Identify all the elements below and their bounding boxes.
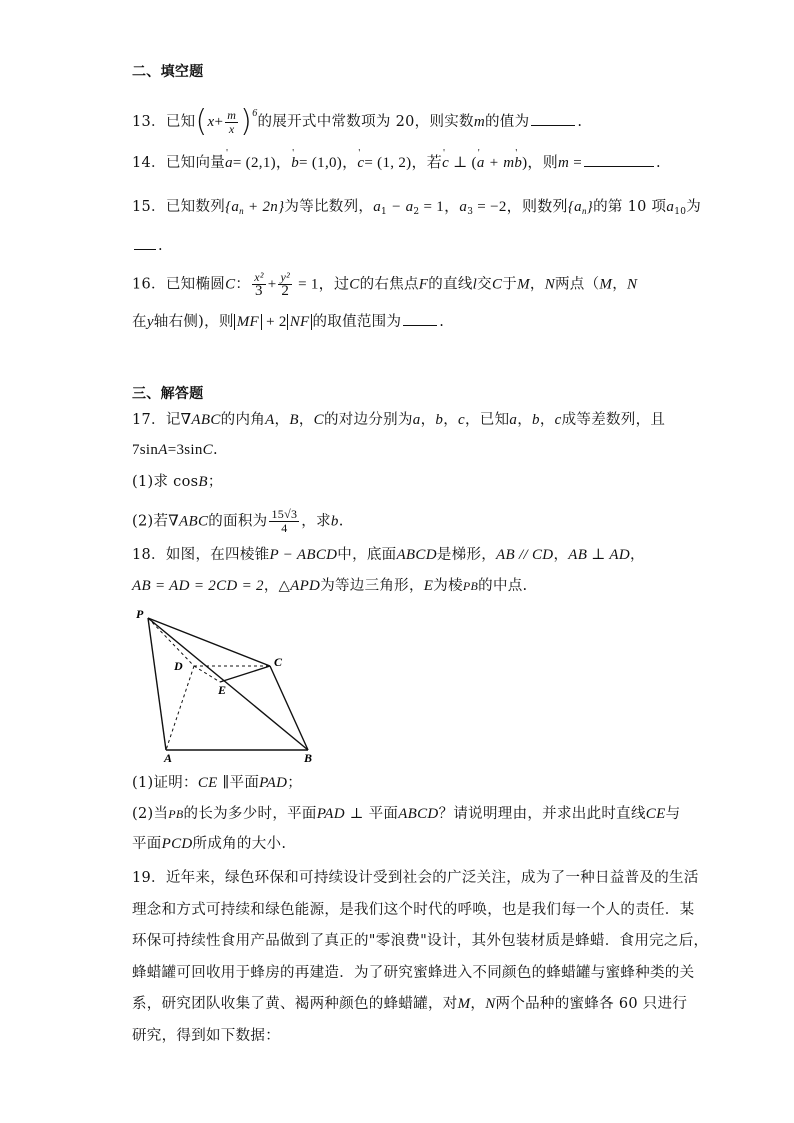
q18-c2: ，: [630, 547, 645, 563]
q16-N: N: [544, 276, 555, 293]
q17-line1a: 17．记: [132, 412, 181, 428]
question-18: [132, 545, 645, 565]
q17-C: C: [313, 412, 324, 428]
q18-p2b: 的长为多少时，平面: [183, 806, 317, 822]
section-heading-fill-in: 二、填空题: [132, 64, 204, 80]
q16-frac1-num: x²: [254, 270, 264, 284]
q18-line1c: 是梯形，: [436, 547, 497, 563]
q17-line1c: 的对边分别为: [323, 412, 413, 428]
q17-p2a: (2)若: [132, 513, 169, 530]
q18-p2ABCD: ABCD: [398, 806, 439, 822]
q15-text2: 的第 10 项: [593, 199, 667, 215]
edge-PA: [148, 618, 166, 750]
q17-A2: A: [158, 442, 168, 458]
q17-p1B: B: [198, 474, 208, 490]
question-16: [132, 271, 637, 298]
q18-p2PAD: PAD: [316, 806, 345, 822]
q16-text4: 于: [502, 276, 518, 293]
q16-plus2: + 2: [262, 314, 287, 330]
q14-var-m: m: [558, 155, 570, 171]
q18-line1a: 18．如图，在四棱锥: [132, 547, 270, 563]
q14-vec-a: ' a: [225, 153, 233, 173]
q17-a2: a: [509, 412, 518, 428]
question-17-line2: [132, 440, 218, 460]
q18-p1c: ；: [287, 775, 303, 791]
question-18-part2: [132, 804, 680, 824]
q18-line2b: ，△: [263, 578, 291, 594]
edge-DA-dashed: [166, 666, 194, 750]
q13-text: 的展开式中常数项为 20，则实数: [257, 114, 474, 130]
q13-right-paren: ): [240, 104, 253, 139]
q18-perp: AB ⊥ AD: [568, 547, 631, 563]
edge-PB: [148, 618, 308, 750]
q17-b2: b: [532, 412, 540, 428]
q17-area-fraction: [269, 508, 299, 535]
q17-c2-var: c: [554, 412, 562, 428]
q17-line1b: 的内角: [220, 412, 266, 428]
q16-N2: N: [627, 276, 638, 293]
q16-comma2: ，: [612, 276, 628, 293]
label-A: A: [164, 751, 173, 764]
q13-frac-num: m: [227, 107, 237, 122]
q16-number: 16．已知椭圆: [132, 276, 226, 293]
q18-E: E: [423, 578, 434, 594]
edge-PC: [148, 618, 270, 666]
q15-text1: 为等比数列，: [284, 199, 374, 215]
q17-c2: ，: [298, 412, 314, 428]
q16-frac2: [278, 271, 292, 298]
label-E: E: [218, 683, 227, 697]
q18-line2e: 的中点.: [478, 578, 528, 594]
q13-var-x: x: [207, 114, 215, 130]
q16-C3: C: [491, 276, 503, 293]
q17-triangle: ∇ABC: [180, 412, 221, 428]
q14-b-value: = (1,0)，: [299, 155, 358, 171]
q16-comma: ，: [529, 276, 545, 293]
q15-cond1: a: [373, 199, 382, 215]
q14-number: 14．已知向量: [132, 155, 226, 171]
question-18-part2-line2: [132, 834, 286, 854]
q17-A: A: [265, 412, 275, 428]
question-19-line5: [132, 994, 687, 1014]
q13-end: .: [577, 114, 583, 130]
q13-fraction: [225, 109, 238, 136]
q17-p2b: 的面积为: [208, 513, 268, 530]
q18-p2PCD: PCD: [161, 836, 193, 852]
q15-cond1-sub2: 2: [413, 207, 420, 217]
q18-p2g: 所成角的大小.: [192, 836, 287, 852]
q18-p2e: 与: [665, 806, 681, 822]
q17-c6: ，: [539, 412, 555, 428]
q19-l5c: 两个品种的蜜蜂各 60 只进行: [495, 996, 688, 1012]
q18-line2d: 为棱: [433, 578, 463, 594]
question-18-line2: [132, 576, 527, 596]
q13-tail: 的值为: [485, 114, 530, 130]
q19-l5b: ，: [470, 996, 486, 1012]
q14-vec-b2: ' b: [514, 153, 522, 173]
q18-p1a: (1)证明：: [132, 775, 198, 791]
q18-CE: CE: [197, 775, 218, 791]
q17-B: B: [289, 412, 299, 428]
q19-l5a: 系，研究团队收集了黄、褐两种颜色的蜂蜡罐，对: [132, 996, 458, 1012]
question-14: [132, 152, 661, 173]
q18-base: ABCD: [396, 547, 437, 563]
q17-c4: ，: [443, 412, 459, 428]
q15-answer-blank[interactable]: [134, 235, 156, 250]
section-heading-answer: 三、解答题: [132, 386, 204, 402]
q17-line1e: 成等差数列，且: [561, 412, 666, 428]
q18-p2c: ⊥ 平面: [344, 806, 399, 822]
q15-seq1: {a: [225, 199, 240, 215]
q17-p2-triangle: ∇ABC: [168, 513, 209, 530]
q18-p2d: ？请说明理由，并求出此时直线: [438, 806, 646, 822]
q17-p2c: ，求: [301, 513, 331, 530]
q16-end: .: [439, 314, 445, 330]
q16-MF: MF: [234, 314, 262, 330]
q17-p1b: ；: [207, 474, 223, 490]
q18-p2a: (2)当: [132, 806, 169, 822]
q18-pyramid: P − ABCD: [269, 547, 338, 563]
question-16-line2: [132, 311, 444, 332]
q16-text1: 的右焦点: [359, 276, 419, 293]
q16-colon: ：: [235, 276, 251, 293]
q18-line2c: 为等边三角形，: [320, 578, 424, 594]
q14-vec-b: ' b: [291, 153, 299, 173]
q17-c1: ，: [274, 412, 290, 428]
q17-frac-num: 15√3: [271, 507, 298, 521]
q13-left-paren: (: [195, 104, 208, 139]
q15-cond2: a: [459, 199, 468, 215]
q16-text3: 交: [477, 276, 492, 293]
q18-line2a: AB = AD = 2CD = 2: [132, 578, 264, 594]
q18-apd: APD: [290, 578, 321, 594]
q17-b: b: [435, 412, 444, 428]
q16-eq1: = 1，过: [294, 276, 350, 293]
question-17-part1: [132, 472, 223, 492]
question-15-line2: [132, 235, 163, 256]
q14-vec-a2: ' a: [477, 153, 485, 173]
q19-M: M: [457, 996, 471, 1012]
q19-N: N: [485, 996, 496, 1012]
q13-exponent: 6: [252, 108, 258, 119]
label-P: P: [136, 607, 144, 621]
q17-c3: ，: [420, 412, 436, 428]
question-19-line6: 研究，得到如下数据：: [132, 1028, 280, 1044]
q16-line2b: 轴右侧)，则: [153, 314, 234, 330]
q18-p2CE: CE: [645, 806, 666, 822]
q15-cond2-tail: = −2，则数列: [473, 199, 568, 215]
question-19-line3: 环保可持续性食用产品做到了真正的"零浪费"设计，其外包装材质是蜂蜡．食用完之后，: [132, 933, 709, 949]
q17-line2c: .: [212, 442, 218, 458]
q14-perp: ⊥ (: [449, 155, 477, 171]
q18-parallel: AB // CD: [496, 547, 554, 563]
q16-text2: 的直线: [428, 276, 473, 293]
q17-C2: C: [202, 442, 213, 458]
q17-p1a: (1)求 cos: [132, 474, 199, 490]
edge-CB: [270, 666, 308, 750]
question-19-line1: 19．近年来，绿色环保和可持续设计受到社会的广泛关注，成为了一种日益普及的生活: [132, 870, 699, 886]
q14-answer-blank[interactable]: [584, 152, 654, 167]
q13-answer-blank[interactable]: [531, 111, 575, 126]
question-17: [132, 410, 665, 430]
q16-frac1: [252, 271, 266, 298]
question-18-part1: [132, 773, 302, 793]
q15-a10-sub: 10: [674, 207, 687, 217]
q16-frac2-den: 2: [281, 283, 290, 299]
q17-line2b: =3sin: [167, 442, 203, 458]
q14-eq: =: [569, 155, 582, 171]
label-C: C: [274, 655, 283, 669]
question-13: [132, 104, 583, 139]
q17-p2d: b: [330, 513, 339, 530]
q13-number: 13．已知: [132, 114, 196, 130]
q14-plus-m: + m: [484, 155, 515, 171]
q16-l: l: [472, 276, 478, 293]
q16-C2: C: [349, 276, 360, 293]
q16-line2a: 在: [132, 314, 147, 330]
q15-end: .: [158, 238, 163, 254]
q18-PAD: PAD: [259, 775, 288, 791]
q15-cond1-mid: − a: [387, 199, 414, 215]
label-B: B: [304, 751, 313, 764]
q13-plus: +: [214, 114, 224, 130]
q18-p1b: ∥平面: [217, 775, 260, 791]
question-15: [132, 197, 701, 222]
q17-frac-den: 4: [281, 521, 288, 535]
q15-text3: 为: [686, 199, 702, 215]
q14-vec-c2: ' c: [442, 153, 449, 173]
q17-p2e: .: [338, 513, 344, 530]
q15-seq1-sub: n: [239, 206, 244, 216]
question-19-line4: 蜂蜡罐可回收用于蜂房的再建造．为了研究蜜蜂进入不同颜色的蜂蜡罐与蜜蜂种类的关: [132, 965, 695, 981]
q14-c-value: = (1, 2)，若: [364, 155, 443, 171]
q18-PB: PB: [462, 579, 479, 593]
q16-frac2-num: y²: [280, 270, 291, 284]
q18-line1b: 中，底面: [337, 547, 397, 563]
q15-cond1-sub1: 1: [381, 207, 388, 217]
q14-vec-c: ' c: [357, 153, 364, 173]
q16-M: M: [517, 276, 530, 293]
q15-cond2-sub: 3: [467, 207, 474, 217]
q16-C: C: [225, 276, 236, 293]
q15-seq2: {a: [567, 199, 582, 215]
q16-answer-blank[interactable]: [403, 311, 437, 326]
q15-a10: a: [666, 199, 675, 215]
q15-seq1-tail: + 2n}: [243, 199, 285, 215]
q17-line2: 7sin: [132, 442, 159, 458]
q16-plus: +: [267, 276, 277, 293]
edge-CE: [220, 666, 270, 682]
q17-a: a: [412, 412, 421, 428]
q15-seq2-sub: n: [581, 206, 587, 216]
q14-close: )，则: [522, 155, 559, 171]
q18-p2f: 平面: [132, 836, 162, 852]
pyramid-diagram: [128, 604, 328, 764]
q13-frac-den: x: [228, 121, 235, 136]
q14-end: .: [656, 155, 661, 171]
q13-var-m: m: [473, 114, 485, 130]
q15-seq2-tail: }: [586, 199, 594, 215]
q15-number: 15．已知数列: [132, 199, 226, 215]
q14-a-value: = (2,1)，: [232, 155, 292, 171]
label-D: D: [174, 659, 183, 673]
q15-cond1-tail: = 1，: [419, 199, 460, 215]
q16-NF: NF: [287, 314, 313, 330]
question-19-line2: 理念和方式可持续和绿色能源，是我们这个时代的呼唤，也是我们每一个人的责任．某: [132, 902, 695, 918]
q18-p2PB: PB: [168, 807, 184, 821]
q16-M2: M: [599, 276, 613, 293]
q16-F: F: [418, 276, 429, 293]
q17-c5: ，: [517, 412, 533, 428]
q18-c1: ，: [553, 547, 569, 563]
edge-PD-dashed: [148, 618, 194, 666]
q16-line2c: 的取值范围为: [312, 314, 402, 330]
q17-c: c: [458, 412, 465, 428]
question-17-part2: [132, 508, 344, 535]
q17-line1d: ，已知: [464, 412, 510, 428]
q16-y: y: [146, 314, 154, 330]
q16-frac1-den: 3: [255, 283, 263, 299]
q16-text5: 两点（: [555, 276, 600, 293]
pyramid-figure: [128, 604, 328, 764]
